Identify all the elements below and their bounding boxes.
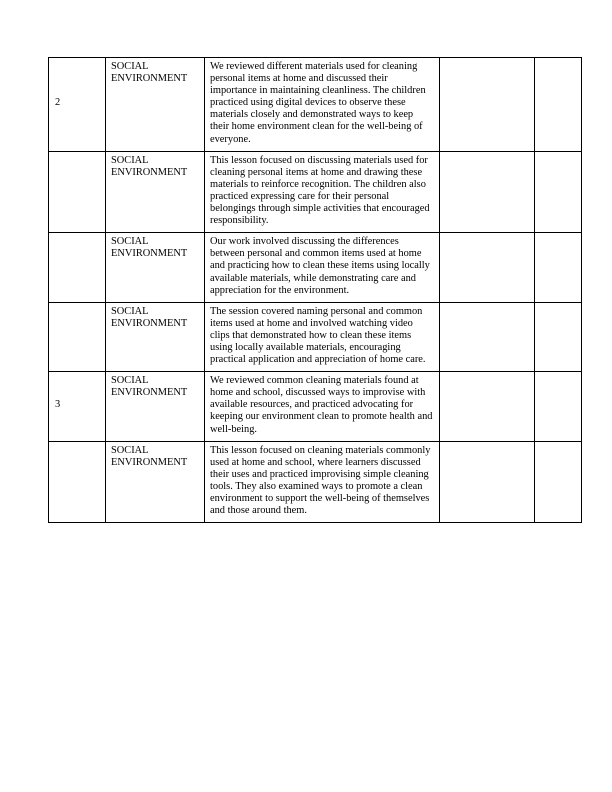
lesson-log-table — [48, 57, 582, 523]
week-cell — [49, 151, 106, 233]
empty-cell — [535, 233, 582, 302]
table-row — [49, 372, 582, 441]
empty-cell — [440, 151, 535, 233]
subject-cell: SOCIAL ENVIRONMENT — [106, 441, 205, 523]
empty-cell — [535, 372, 582, 441]
subject-cell: SOCIAL ENVIRONMENT — [106, 233, 205, 302]
empty-cell — [535, 302, 582, 371]
description-cell: We reviewed different materials used for cleaning personal items at home and discussed their importance in maintaining cleanliness. The children practiced using digital devices to observe these materials closely and demonstrated ways to keep their home environment clean for the well-being of everyone. — [205, 58, 440, 152]
description-cell: Our work involved discussing the differences between personal and common items used at home and practicing how to clean these items using locally available materials, while demonstrating care and appreciation for the environment. — [205, 233, 440, 302]
table-row — [49, 441, 582, 523]
week-cell: 3 — [49, 372, 106, 441]
description-cell: This lesson focused on discussing materials used for cleaning personal items at home and drawing these materials to reinforce recognition. The children also practiced expressing care for their personal belongings through simple activities that encouraged responsibility. — [205, 151, 440, 233]
empty-cell — [440, 372, 535, 441]
empty-cell — [535, 58, 582, 152]
table-row — [49, 151, 582, 233]
empty-cell — [440, 302, 535, 371]
subject-cell: SOCIAL ENVIRONMENT — [106, 302, 205, 371]
description-cell: We reviewed common cleaning materials found at home and school, discussed ways to improvise with available resources, and practiced advocating for keeping our environment clean to promote health and well-being. — [205, 372, 440, 441]
week-cell — [49, 302, 106, 371]
empty-cell — [440, 58, 535, 152]
empty-cell — [440, 233, 535, 302]
empty-cell — [535, 151, 582, 233]
table-row — [49, 233, 582, 302]
subject-cell: SOCIAL ENVIRONMENT — [106, 58, 205, 152]
subject-cell: SOCIAL ENVIRONMENT — [106, 372, 205, 441]
table-row — [49, 58, 582, 152]
table-row — [49, 302, 582, 371]
empty-cell — [440, 441, 535, 523]
week-cell: 2 — [49, 58, 106, 152]
empty-cell — [535, 441, 582, 523]
week-cell — [49, 441, 106, 523]
subject-cell: SOCIAL ENVIRONMENT — [106, 151, 205, 233]
description-cell: The session covered naming personal and common items used at home and involved watching video clips that demonstrated how to clean these items using locally available materials, encouraging practical application and appreciation of home care. — [205, 302, 440, 371]
description-cell: This lesson focused on cleaning materials commonly used at home and school, where learners discussed their uses and practiced improvising simple cleaning tools. They also examined ways to promote a clean environment to support the well-being of themselves and those around them. — [205, 441, 440, 523]
week-cell — [49, 233, 106, 302]
